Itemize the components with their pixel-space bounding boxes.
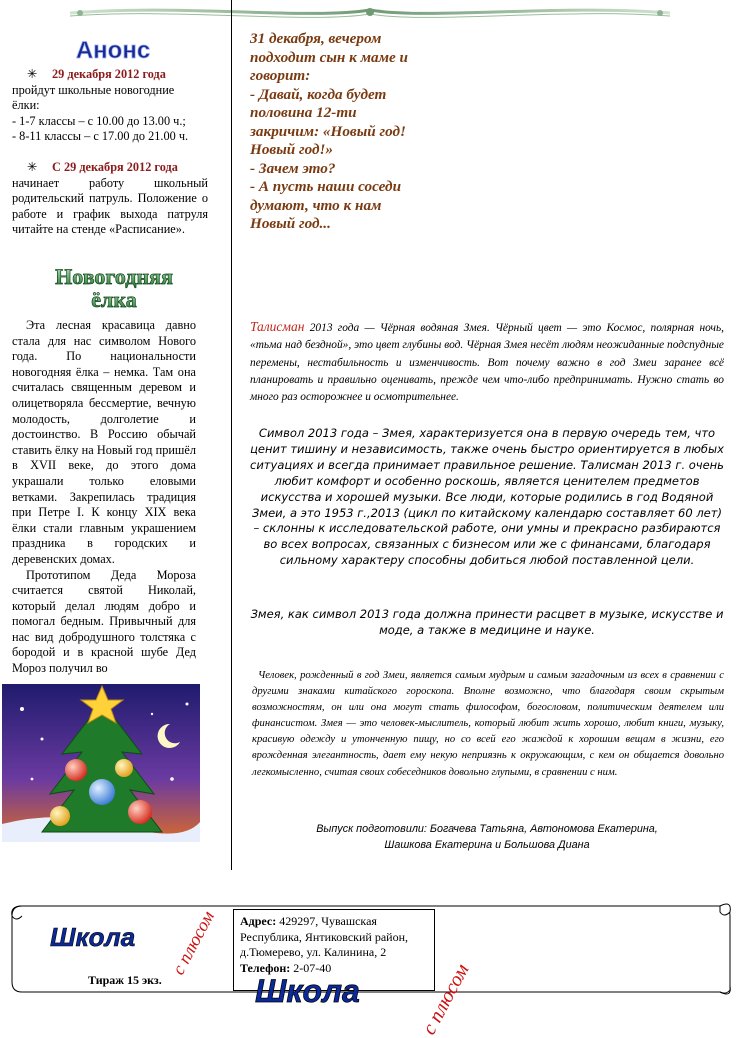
joke-line: думают, что к нам (250, 196, 382, 214)
talisman-text: 2013 года — Чёрная водяная Змея. Чёрный цвет — это Космос, полярная ночь, «тьма над бездной», это цвет глубины вод. Чёрная Змея несёт людям неожиданные подспудные перемены, нестабильность и изменчивость. Вот почему важно в год Змеи заранее всё планировать и правильно оценивать, прежде чем что-либо предпринимать. Нужно стать во много раз осторожнее и осмотрительнее. (250, 322, 724, 404)
phone-label: Телефон: (240, 960, 291, 975)
announcement-line: - 8-11 классы – с 17.00 до 21.00 ч. (12, 129, 189, 143)
announcement-line: - 1-7 классы – с 10.00 до 13.00 ч.; (12, 113, 186, 128)
svg-text:с плюсом: с плюсом (417, 960, 474, 1038)
snowflake-icon: ✳ (26, 160, 38, 174)
announcement-date-2: С 29 декабря 2012 года (52, 160, 178, 174)
joke-line: подходит сын к маме и (250, 48, 408, 66)
joke-line: - А пусть наши соседи (250, 178, 402, 195)
announcement-date-1: 29 декабря 2012 года (52, 67, 166, 81)
person-paragraph: Человек, рожденный в год Змеи, является самым мудрым и самым загадочным из всех в сравнении с другими знаками китайского гороскопа. Вполне возможно, что благодаря своим скрытым возможностям, он или она могут стать философом, богословом, политическим деятелем или финансистом. Змея — это человек-мыслитель, который любит жить хорошо, любит книги, музыку, красивую одежду и утонченную пищу, но со всей его жаждой к хорошим вещам в жизни, его врожденная элегантность, дает ему некую неприязнь к окружающим, с кем он общается довольно легкомысленно, считая своих собеседников довольно глупыми, в сравнении с ним. (252, 670, 724, 778)
joke-line: Новый год... (250, 215, 331, 232)
svg-text:Школа: Школа (50, 922, 136, 952)
joke-line: - Давай, когда будет (250, 85, 387, 103)
top-ornament (60, 2, 680, 24)
joke-line: - Зачем это? (250, 159, 336, 177)
announcement-title (58, 36, 168, 64)
tree-article-paragraph: Прототипом Деда Мороза считается святой Николай, который делал людям добро и помогал бедным. Привычный для нас вид добродушного толстяка с бородой и в красной шубе Дед Мороз получил во (12, 567, 196, 676)
svg-text:ёлка: ёлка (91, 287, 137, 312)
credits-line: Шашкова Екатерина и Большова Диана (384, 838, 590, 851)
talisman-word: Талисман (250, 319, 305, 334)
address-label: Адрес: (240, 914, 277, 928)
announcement-item-2 (12, 160, 208, 238)
tree-article-title (14, 262, 214, 312)
address-text (240, 914, 430, 976)
joke-text (250, 30, 430, 232)
snake-paragraph: Змея, как символ 2013 года должна принести расцвет в музыке, искусстве и моде, а также в медицине и науке. (250, 607, 724, 637)
joke-line: говорит: (250, 67, 311, 84)
column-divider (231, 0, 232, 870)
joke-line: 31 декабря, вечером (250, 30, 382, 47)
snowflake-icon: ✳ (26, 67, 38, 81)
credits (250, 822, 724, 853)
announcement-item-1 (12, 67, 212, 145)
svg-text:Новогодняя: Новогодняя (55, 264, 173, 289)
joke-line: половина 12-ти (250, 104, 357, 121)
footer-brand-logo (50, 907, 218, 978)
joke-line: закричим: «Новый год! (250, 122, 406, 140)
credits-line: Выпуск подготовили: Богачева Татьяна, Автономова Екатерина, (316, 823, 658, 835)
christmas-tree-image (2, 684, 200, 842)
svg-text:Анонс: Анонс (75, 37, 151, 64)
print-run: Тираж 15 экз. (88, 973, 162, 987)
announcement-line: пройдут школьные новогодние (12, 82, 175, 97)
svg-text:с плюсом: с плюсом (167, 907, 218, 978)
tree-article-paragraph: Эта лесная красавица давно стала для нас символом Нового года. По национальности новогодняя ёлка – немка. Там она считалась священным деревом и олицетворяла бессмертие, вечную молодость, долголетие и достоинство. В Россию обычай ставить ёлку на Новый год пришёл в XVII веке, до этого дома украшали только еловыми ветками. Закрепилась традиция при Петре I. К концу XIX века ёлки стали главным украшением праздника в городских и деревенских домах. (12, 318, 196, 566)
announcement-line: ёлки: (12, 98, 40, 112)
announcement-text: начинает работу школьный родительский патруль. Положение о работе и график выхода патруля читайте на стенде «Расписание». (12, 175, 208, 236)
svg-text:Школа: Школа (255, 973, 360, 1009)
joke-line: Новый год!» (250, 141, 334, 158)
talisman-paragraph (250, 318, 724, 406)
tree-article (12, 318, 196, 683)
phone-value: 2-07-40 (290, 960, 332, 975)
symbol-paragraph: Символ 2013 года – Змея, характеризуется она в первую очередь тем, что ценит тишину и независимость, также очень быстро ориентируется в любых ситуациях и всегда принимает правильное решение. Талисман 2013 г. очень любит комфорт и особенно роскошь, является ценителем предметов искусства и хорошей музыки. Все люди, которые родились в год Водяной Змеи, а это 1953 г.,2013 (цикл по китайскому календарю составляет 60 лет) – склонны к исследовательской работе, они умны и прекрасно разбираются во всех вопросах, связанных с бизнесом или же с финансами, благодаря сильному характеру способны добиться любой поставленной цели. (250, 426, 724, 568)
address-value: 429297, Чувашская Республика, Янтиковский район, д.Тюмерево, ул. Калинина, 2 (240, 914, 408, 959)
